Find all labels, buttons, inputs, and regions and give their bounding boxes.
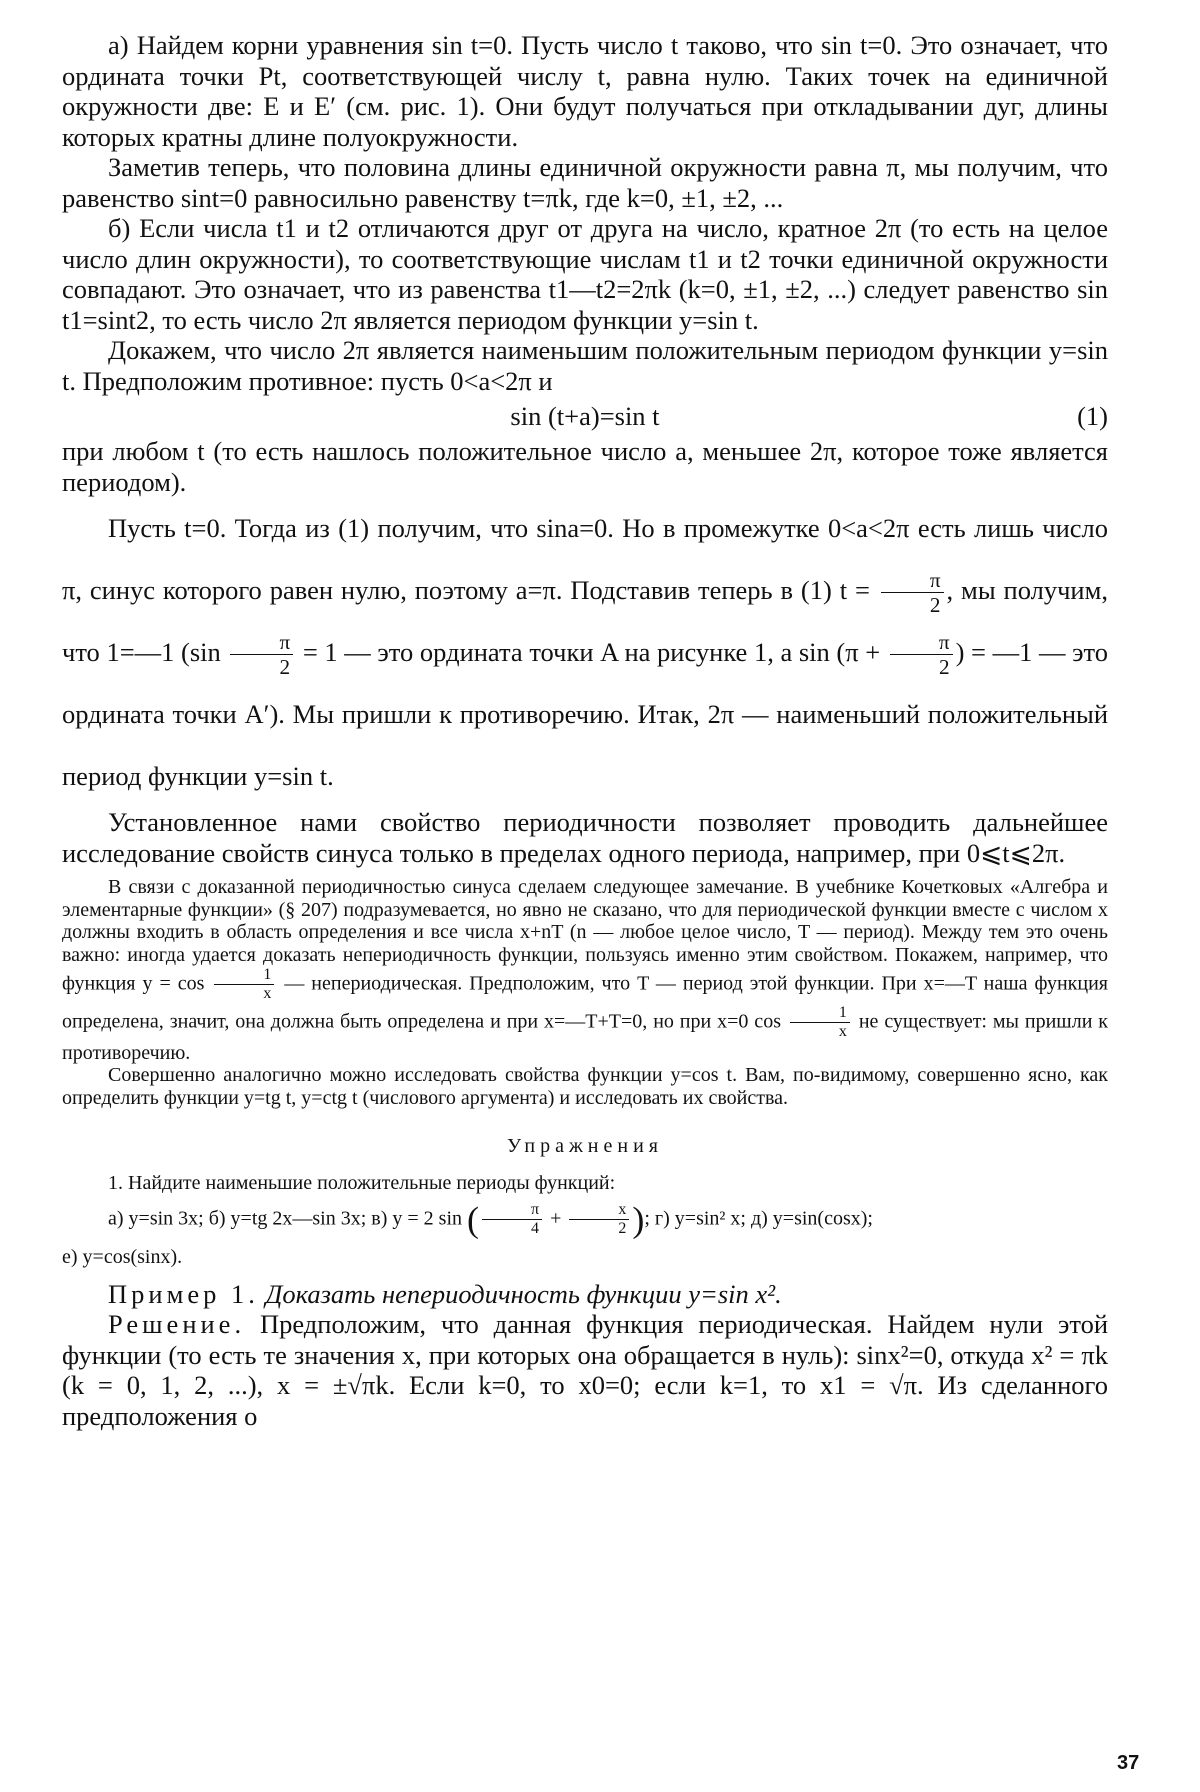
contradiction-text-4: ) = —1 — это ордината точки A′). Мы пришли к противоречию. Итак, 2π — наименьший положительный период функции y=sin t. bbox=[62, 637, 1109, 791]
fraction-pi-over-4 bbox=[482, 1201, 542, 1239]
fraction-x-over-2 bbox=[569, 1201, 629, 1239]
exercise-1-items: а) y=sin 3x; б) y=tg 2x—sin 3x; в) y = 2 sin ( $\frac{\pi}{4}$ + $\frac{x}{2}$ ); г) y=sin² x; д) y=sin(cosx); bbox=[108, 1199, 873, 1240]
fraction-numerator: π bbox=[881, 568, 944, 593]
example-label: Пример 1. bbox=[108, 1278, 259, 1309]
example-1 bbox=[62, 1279, 1108, 1310]
paragraph-contradiction bbox=[62, 497, 1108, 807]
equation-1 bbox=[62, 398, 1108, 434]
fraction-denominator: 2 bbox=[929, 593, 941, 618]
solution-text: Предположим, что данная функция периодическая. Найдем нули этой функции (то есть те значения x, при которых она обращается в нуль): sinx²=0, откуда x² = πk (k = 0, 1, 2, ...), x = ±√πk. Если k=0, то x0=0; если k=1, то x1 = √π. Из сделанного предположения о bbox=[62, 1309, 1108, 1431]
remark-cosine: Совершенно аналогично можно исследовать свойства функции y=cos t. Вам, по-видимому, совершенно ясно, как определить функции y=tg t, y=ctg t (числового аргумента) и исследовать их свойства. bbox=[62, 1064, 1108, 1109]
left-paren: ( bbox=[467, 1199, 480, 1240]
contradiction-text-3: = 1 — это ордината точки A на рисунке 1, а sin (π + bbox=[302, 637, 881, 667]
paragraph-for-any-t: при любом t (то есть нашлось положительное число a, меньшее 2π, которое тоже является периодом). bbox=[62, 436, 1108, 497]
paragraph-roots-of-sine: а) Найдем корни уравнения sin t=0. Пусть число t таково, что sin t=0. Это означает, что ордината точки Pt, соответствующей числу t, равна нулю. Таких точек на единичной окружности две: E и E′ (см. рис. 1). Они будут получаться при откладывании дуг, длины которых кратны длине полуокружности. bbox=[62, 30, 1108, 152]
contradiction-text-2: , мы получим, что 1=—1 (sin bbox=[62, 575, 1108, 667]
page-content bbox=[62, 30, 1108, 1431]
contradiction-text-1: Пусть t=0. Тогда из (1) получим, что sina=0. Но в промежутке 0<a<2π есть лишь число π, синус которого равен нулю, поэтому a=π. Подставив теперь в (1) t = bbox=[62, 513, 1108, 605]
equation-1-body: sin (t+a)=sin t bbox=[510, 401, 660, 431]
fraction-denominator: 2 bbox=[938, 655, 950, 680]
exercise-1-items-text-1: а) y=sin 3x; б) y=tg 2x—sin 3x; в) y = 2 sin bbox=[108, 1207, 463, 1230]
fraction-1-over-x bbox=[214, 966, 274, 1004]
fraction-pi-over-2 bbox=[881, 568, 944, 618]
fraction-pi-over-2 bbox=[890, 630, 953, 680]
fraction-numerator: π bbox=[230, 630, 293, 655]
right-paren: ) bbox=[632, 1199, 645, 1240]
fraction-denominator: x bbox=[838, 1023, 847, 1041]
remark-text-2: — непериодическая. Предположим, что T — период этой функции. При x=—T наша функция определена, значит, она должна быть определена и при x=—T+T=0, но при x=0 cos bbox=[62, 972, 1109, 1033]
example-statement: Доказать непериодичность функции y=sin x². bbox=[265, 1278, 782, 1309]
fraction-numerator: π bbox=[482, 1201, 542, 1220]
remark-nonperiodic bbox=[62, 876, 1108, 1064]
exercise-1-item-e: е) y=cos(sinx). bbox=[62, 1246, 183, 1269]
remark-text-3: не существует: мы пришли к противоречию. bbox=[62, 1010, 1109, 1064]
remark-text-1: В связи с доказанной периодичностью синуса сделаем следующее замечание. В учебнике Кочетковых «Алгебра и элементарные функции» (§ 207) подразумевается, но явно не сказано, что для периодической функции вместе с числом x должны входить в область определения и все числа x+nT (n — любое целое число, T — период). Между тем это очень важно: иногда удается доказать непериодичность функции, пользуясь именно этим свойством. Покажем, например, что функция y = cos bbox=[62, 876, 1108, 995]
paragraph-smallest-period: Докажем, что число 2π является наименьшим положительным периодом функции y=sin t. Предположим противное: пусть 0<a<2π и bbox=[62, 335, 1108, 396]
exercise-1-items-text-2: ; г) y=sin² x; д) y=sin(cosx); bbox=[644, 1207, 873, 1230]
fraction-pi-over-2 bbox=[230, 630, 293, 680]
fraction-denominator: x bbox=[263, 985, 272, 1003]
solution bbox=[62, 1309, 1108, 1431]
fraction-numerator: 1 bbox=[790, 1004, 850, 1023]
solution-label: Решение. bbox=[108, 1309, 246, 1340]
exercises-heading: Упражнения bbox=[507, 1135, 663, 1158]
fraction-denominator: 2 bbox=[618, 1219, 627, 1237]
paragraph-half-circle: Заметив теперь, что половина длины единичной окружности равна π, мы получим, что равенство sint=0 равносильно равенству t=πk, где k=0, ±1, ±2, ... bbox=[62, 152, 1108, 213]
fraction-numerator: 1 bbox=[214, 966, 274, 985]
exercise-1-title: 1. Найдите наименьшие положительные периоды функций: bbox=[108, 1172, 616, 1195]
paragraph-period-2pi: б) Если числа t1 и t2 отличаются друг от друга на число, кратное 2π (то есть на целое число длин окружности), то соответствующие числам t1 и t2 точки единичной окружности совпадают. Это означает, что из равенства t1—t2=2πk (k=0, ±1, ±2, ...) следует равенство sin t1=sint2, то есть число 2π является периодом функции y=sin t. bbox=[62, 213, 1108, 335]
fraction-numerator: π bbox=[890, 630, 953, 655]
page-number: 37 bbox=[1117, 1752, 1140, 1774]
fraction-denominator: 4 bbox=[531, 1219, 540, 1237]
paragraph-periodicity-property: Установленное нами свойство периодичности позволяет проводить дальнейшее исследование свойств синуса только в пределах одного периода, например, при 0⩽t⩽2π. bbox=[62, 807, 1108, 868]
equation-1-number: (1) bbox=[1077, 401, 1108, 431]
fraction-numerator: x bbox=[569, 1201, 629, 1220]
fraction-1-over-x bbox=[790, 1004, 850, 1042]
fraction-denominator: 2 bbox=[279, 655, 291, 680]
